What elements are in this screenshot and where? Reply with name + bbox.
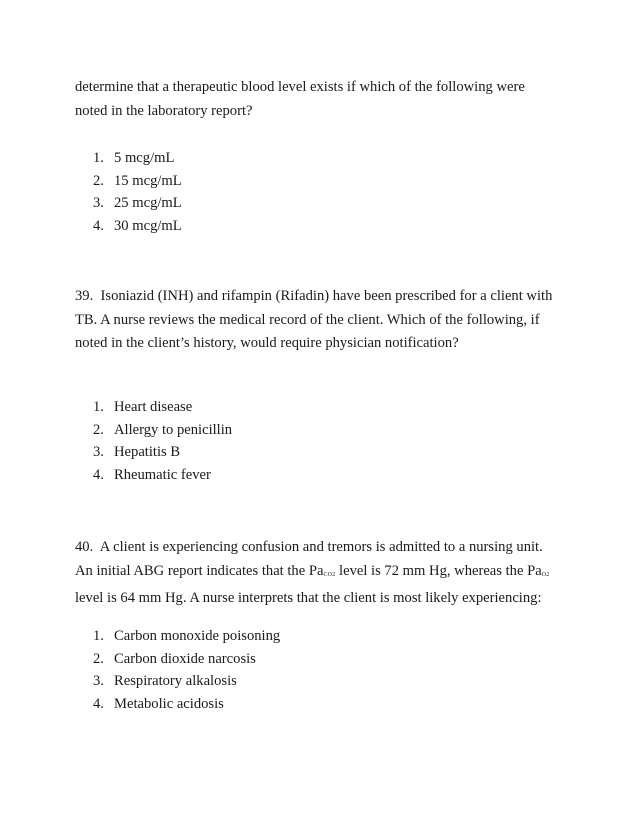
option-number: 2. [93, 421, 104, 438]
option-number: 4. [93, 217, 104, 234]
q40-stem [75, 536, 555, 611]
option-number: 4. [93, 695, 104, 712]
q38-option-1[interactable] [75, 147, 555, 170]
option-number: 3. [93, 444, 104, 460]
option-text: Respiratory alkalosis [114, 673, 237, 689]
option-text: 25 mcg/mL [114, 195, 182, 211]
q40-option-2[interactable] [75, 648, 555, 671]
option-text: Metabolic acidosis [114, 695, 224, 712]
option-text: Rheumatic fever [114, 466, 211, 483]
q39-text: Isoniazid (INH) and rifampin (Rifadin) have been prescribed for a client with TB. A nurse reviews the medical record of the client. Which of the following, if noted in the client’s history, would require physician notification? [75, 288, 553, 351]
q38-option-2[interactable] [75, 170, 555, 193]
option-number: 1. [93, 150, 104, 166]
q38-options [75, 147, 555, 237]
q38-stem-block [75, 76, 555, 123]
q40-text-part2: level is 72 mm Hg, whereas the Pa [335, 562, 542, 579]
option-text: Carbon dioxide narcosis [114, 650, 256, 667]
q40-option-1[interactable] [75, 625, 555, 648]
q39-option-3[interactable] [75, 441, 555, 464]
q40-stem-block [75, 536, 555, 611]
q38-option-3[interactable] [75, 192, 555, 215]
option-number: 3. [93, 195, 104, 211]
q38-option-4[interactable] [75, 215, 555, 238]
option-number: 3. [93, 673, 104, 689]
option-text: Allergy to penicillin [114, 421, 233, 438]
q39-option-4[interactable] [75, 464, 555, 487]
option-number: 1. [93, 399, 104, 415]
option-text: 5 mcg/mL [114, 150, 175, 166]
q40-options [75, 625, 555, 715]
q39-stem [75, 285, 555, 356]
option-text: 30 mcg/mL [114, 217, 182, 234]
q40-text-part3: level is 64 mm Hg. A nurse interprets that the client is most likely experiencing: [75, 590, 542, 606]
pao2-subscript: O2 [541, 571, 550, 578]
q39-number: 39. [75, 288, 94, 304]
q40-number: 40. [75, 539, 94, 555]
paco2-subscript: CO2 [323, 571, 336, 578]
q39-options [75, 396, 555, 486]
q40-text-part1: A client is experiencing confusion and tremors is admitted to a nursing unit. An initial ABG report indicates that the Pa [75, 539, 543, 579]
q40-option-4[interactable] [75, 693, 555, 716]
option-number: 2. [93, 650, 104, 667]
option-text: Hepatitis B [114, 444, 181, 460]
option-number: 2. [93, 172, 104, 189]
option-text: 15 mcg/mL [114, 172, 182, 189]
option-text: Carbon monoxide poisoning [114, 628, 281, 644]
option-number: 4. [93, 466, 104, 483]
option-text: Heart disease [114, 399, 193, 415]
q40-option-3[interactable] [75, 670, 555, 693]
option-number: 1. [93, 628, 104, 644]
q39-stem-block [75, 285, 555, 356]
q39-option-1[interactable] [75, 396, 555, 419]
q39-option-2[interactable] [75, 419, 555, 442]
q38-stem: determine that a therapeutic blood level exists if which of the following were noted in the laboratory report? [75, 79, 525, 119]
